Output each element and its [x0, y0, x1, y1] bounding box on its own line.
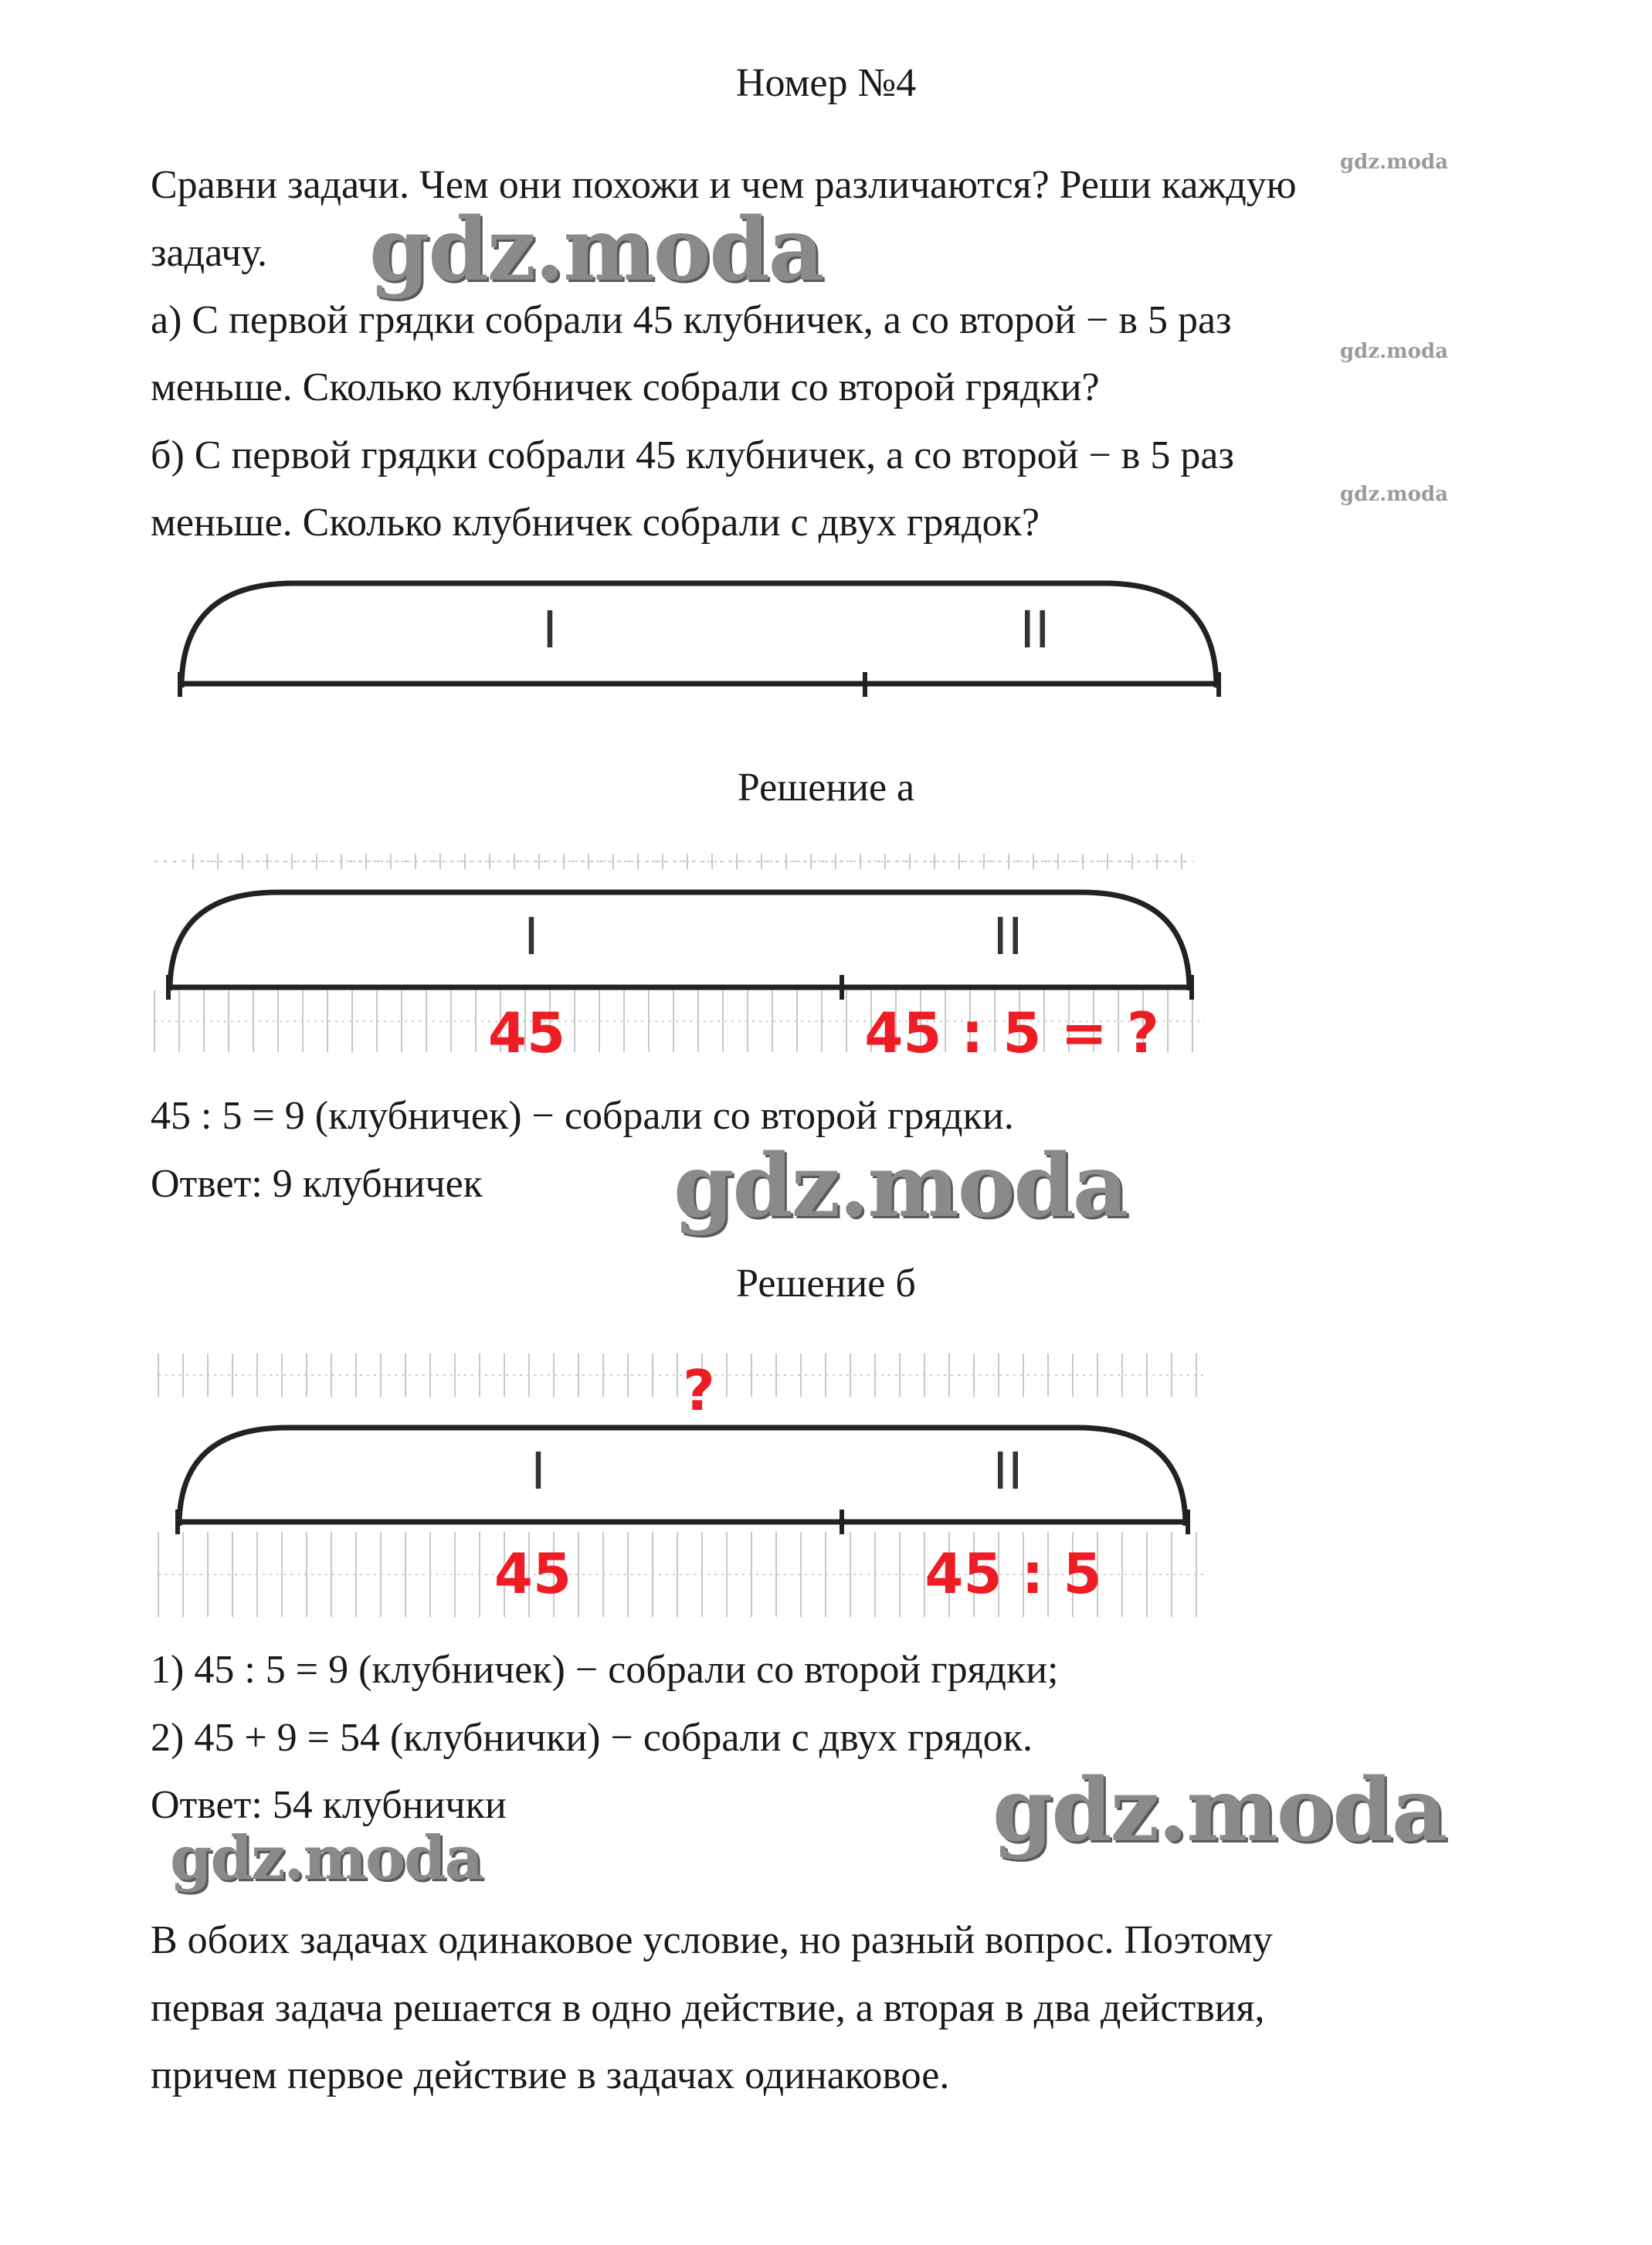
task-b-line-1: б) С первой грядки собрали 45 клубничек, а со второй − в 5 раз — [151, 433, 1234, 477]
solution-a-heading: Решение а — [737, 766, 915, 810]
task-line-1: Сравни задачи. Чем они похожи и чем различаются? Реши каждую — [151, 163, 1297, 207]
part-label-first: I — [531, 1442, 546, 1501]
task-b-line-2: меньше. Сколько клубничек собрали с двух грядок? — [151, 501, 1040, 545]
watermark-logo: gdz.moda — [170, 1823, 483, 1893]
watermark-small: gdz.moda — [1340, 340, 1449, 363]
watermark-logo: gdz.moda — [369, 199, 823, 301]
segment-diagram-solution-b — [0, 1344, 1652, 1638]
total-brace — [181, 583, 1216, 688]
total-question-mark: ? — [683, 1358, 715, 1423]
segment-diagram-solution-a — [0, 850, 1652, 1082]
watermark-logo: gdz.moda — [992, 1760, 1447, 1861]
conclusion-line-3: причем первое действие в задачах одинаковое. — [151, 2053, 950, 2097]
part-label-second: II — [992, 1442, 1023, 1501]
solution-b-heading: Решение б — [736, 1262, 916, 1306]
solution-b-step-2: 2) 45 + 9 = 54 (клубнички) − собрали с двух грядок. — [151, 1716, 1033, 1760]
solution-b-step-1: 1) 45 : 5 = 9 (клубничек) − собрали со второй грядки; — [151, 1648, 1059, 1692]
solution-b-answer: Ответ: 54 клубнички — [151, 1783, 507, 1827]
expression-second-part: 45 : 5 = ? — [864, 1000, 1159, 1065]
task-line-2: задачу. — [151, 231, 268, 275]
conclusion-line-1: В обоих задачах одинаковое условие, но разный вопрос. Поэтому — [151, 1918, 1273, 1962]
part-label-second: II — [992, 907, 1023, 966]
total-brace — [170, 892, 1189, 990]
total-brace — [179, 1428, 1186, 1526]
expression-second-part: 45 : 5 — [924, 1541, 1102, 1606]
part-label-first: I — [542, 600, 558, 660]
task-a-line-1: а) С первой грядки собрали 45 клубничек, а со второй − в 5 раз — [151, 298, 1232, 342]
conclusion-line-2: первая задача решается в одно действие, а вторая в два действия, — [151, 1986, 1265, 2030]
watermark-small: gdz.moda — [1340, 483, 1449, 506]
value-first-part: 45 — [494, 1541, 572, 1606]
solution-a-line-1: 45 : 5 = 9 (клубничек) − собрали со второй грядки. — [151, 1094, 1014, 1138]
solution-a-answer: Ответ: 9 клубничек — [151, 1162, 483, 1206]
segment-diagram-task — [0, 564, 1652, 718]
part-label-first: I — [524, 907, 539, 966]
page-title: Номер №4 — [735, 61, 917, 105]
task-a-line-2: меньше. Сколько клубничек собрали со второй грядки? — [151, 365, 1100, 409]
watermark-logo: gdz.moda — [673, 1136, 1128, 1237]
value-first-part: 45 — [487, 1000, 566, 1065]
part-label-second: II — [1019, 600, 1050, 660]
watermark-small: gdz.moda — [1340, 151, 1449, 174]
